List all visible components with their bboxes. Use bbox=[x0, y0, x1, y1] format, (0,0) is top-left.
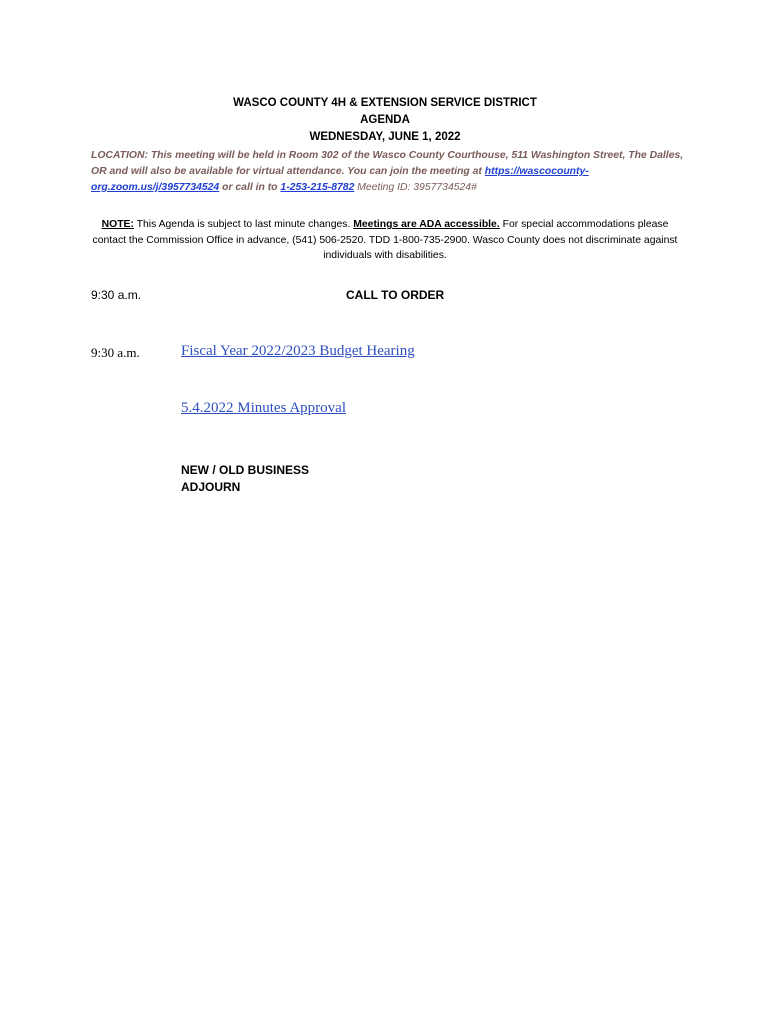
agenda-header bbox=[0, 95, 770, 146]
minutes-approval-link[interactable]: 5.4.2022 Minutes Approval bbox=[181, 400, 346, 416]
time-call-to-order: 9:30 a.m. bbox=[91, 288, 142, 302]
adjourn: ADJOURN bbox=[181, 480, 241, 494]
note-text: This Agenda is subject to last minute changes. bbox=[133, 219, 354, 230]
zoom-meeting-link[interactable]: https://wascocounty-org.zoom.us/j/3957734524 bbox=[91, 166, 589, 193]
note-label: NOTE: bbox=[101, 219, 134, 230]
location-text: LOCATION: This meeting will be held in Room 302 of the Wasco County Courthouse, 511 Washington Street, The Dalles, OR and will also be available for virtual attendance. You can join the meeting at bbox=[91, 150, 684, 177]
phone-number-link[interactable]: 1-253-215-8782 bbox=[280, 182, 355, 193]
call-to-order: CALL TO ORDER bbox=[346, 288, 445, 302]
meeting-date: WEDNESDAY, JUNE 1, 2022 bbox=[309, 131, 461, 143]
note-paragraph bbox=[85, 217, 685, 264]
budget-hearing-link[interactable]: Fiscal Year 2022/2023 Budget Hearing bbox=[181, 343, 415, 359]
ada-notice: Meetings are ADA accessible. bbox=[353, 219, 500, 230]
accommodations-text: For special accommodations please contact the Commission Office in advance, (541) 506-2520. TDD 1-800-735-2900. Wasco County does not discriminate against individuals with disabilities. bbox=[92, 219, 678, 261]
meeting-id: Meeting ID: 3957734524# bbox=[354, 182, 477, 193]
agenda-title: AGENDA bbox=[360, 114, 410, 126]
time-budget-hearing: 9:30 a.m. bbox=[91, 345, 140, 360]
call-in-text: or call in to bbox=[219, 182, 281, 193]
new-old-business: NEW / OLD BUSINESS bbox=[181, 463, 310, 477]
location-paragraph bbox=[91, 148, 691, 196]
district-title: WASCO COUNTY 4H & EXTENSION SERVICE DISTRICT bbox=[233, 97, 537, 109]
